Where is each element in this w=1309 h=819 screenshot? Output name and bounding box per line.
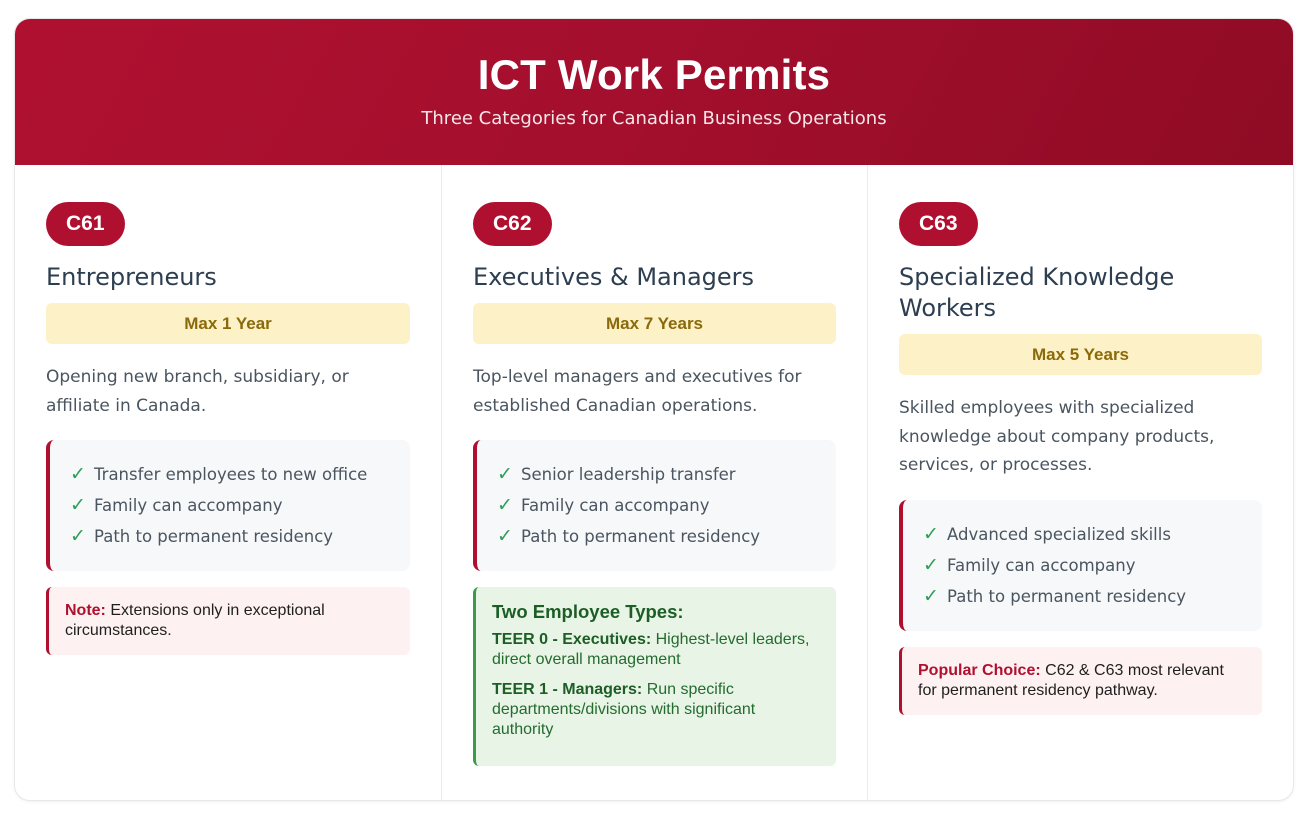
category-description: Opening new branch, subsidiary, or affiliate in Canada. (46, 367, 349, 416)
note-text: C62 & C63 most relevant for permanent residency pathway. (918, 661, 1224, 699)
list-item: ✓ Transfer employees to new office (70, 459, 392, 490)
list-item: ✓ Path to permanent residency (497, 521, 818, 552)
teer0-item: TEER 0 - Executives: Highest-level leaders, direct overall management (492, 631, 810, 668)
popular-choice-box (899, 647, 1262, 715)
list-item: ✓ Family can accompany (497, 490, 818, 521)
list-item: ✓ Family can accompany (923, 550, 1244, 581)
feature-list (899, 500, 1262, 631)
list-item: ✓ Path to permanent residency (70, 521, 392, 552)
category-title: Entrepreneurs (46, 263, 217, 291)
duration-badge: Max 5 Years (899, 334, 1262, 375)
duration-badge: Max 1 Year (46, 303, 410, 344)
category-c61 (15, 165, 441, 801)
feature-list (46, 440, 410, 571)
note-label: Note: (65, 602, 106, 619)
category-title: Specialized Knowledge Workers (899, 263, 1175, 322)
category-description: Skilled employees with specialized knowledge about company products, services, or processes. (899, 398, 1215, 475)
list-item: ✓ Senior leadership transfer (497, 459, 818, 490)
feature-list (473, 440, 836, 571)
page-subtitle: Three Categories for Canadian Business Operations (421, 108, 887, 129)
category-code-badge: C61 (46, 202, 125, 246)
category-c63 (867, 165, 1293, 801)
category-c62 (441, 165, 867, 801)
page-title: ICT Work Permits (477, 51, 831, 98)
check-icon: ✓ (923, 553, 939, 576)
category-description: Top-level managers and executives for established Canadian operations. (473, 367, 802, 416)
header-banner (15, 19, 1293, 165)
note-label: Popular Choice: (918, 661, 1041, 679)
check-icon: ✓ (497, 494, 513, 516)
check-icon: ✓ (70, 463, 86, 485)
category-code-badge: C62 (473, 202, 552, 246)
check-icon: ✓ (70, 525, 86, 547)
employee-types-box (473, 587, 836, 766)
list-item: ✓ Path to permanent residency (923, 581, 1244, 612)
category-title: Executives & Managers (473, 263, 755, 291)
employee-types-heading: Two Employee Types: (492, 601, 684, 622)
categories-grid (15, 165, 1293, 801)
note-box (46, 587, 410, 655)
check-icon: ✓ (497, 463, 513, 485)
check-icon: ✓ (70, 494, 86, 516)
note-text: Extensions only in exceptional circumstances. (65, 602, 325, 639)
list-item: ✓ Family can accompany (70, 490, 392, 521)
permits-card (14, 18, 1294, 801)
check-icon: ✓ (497, 525, 513, 547)
duration-badge: Max 7 Years (473, 303, 836, 344)
teer1-item: TEER 1 - Managers: Run specific departments/divisions with significant authority (492, 681, 756, 738)
check-icon: ✓ (923, 522, 939, 545)
list-item: ✓ Advanced specialized skills (923, 519, 1244, 550)
category-code-badge: C63 (899, 202, 978, 246)
check-icon: ✓ (923, 584, 939, 607)
